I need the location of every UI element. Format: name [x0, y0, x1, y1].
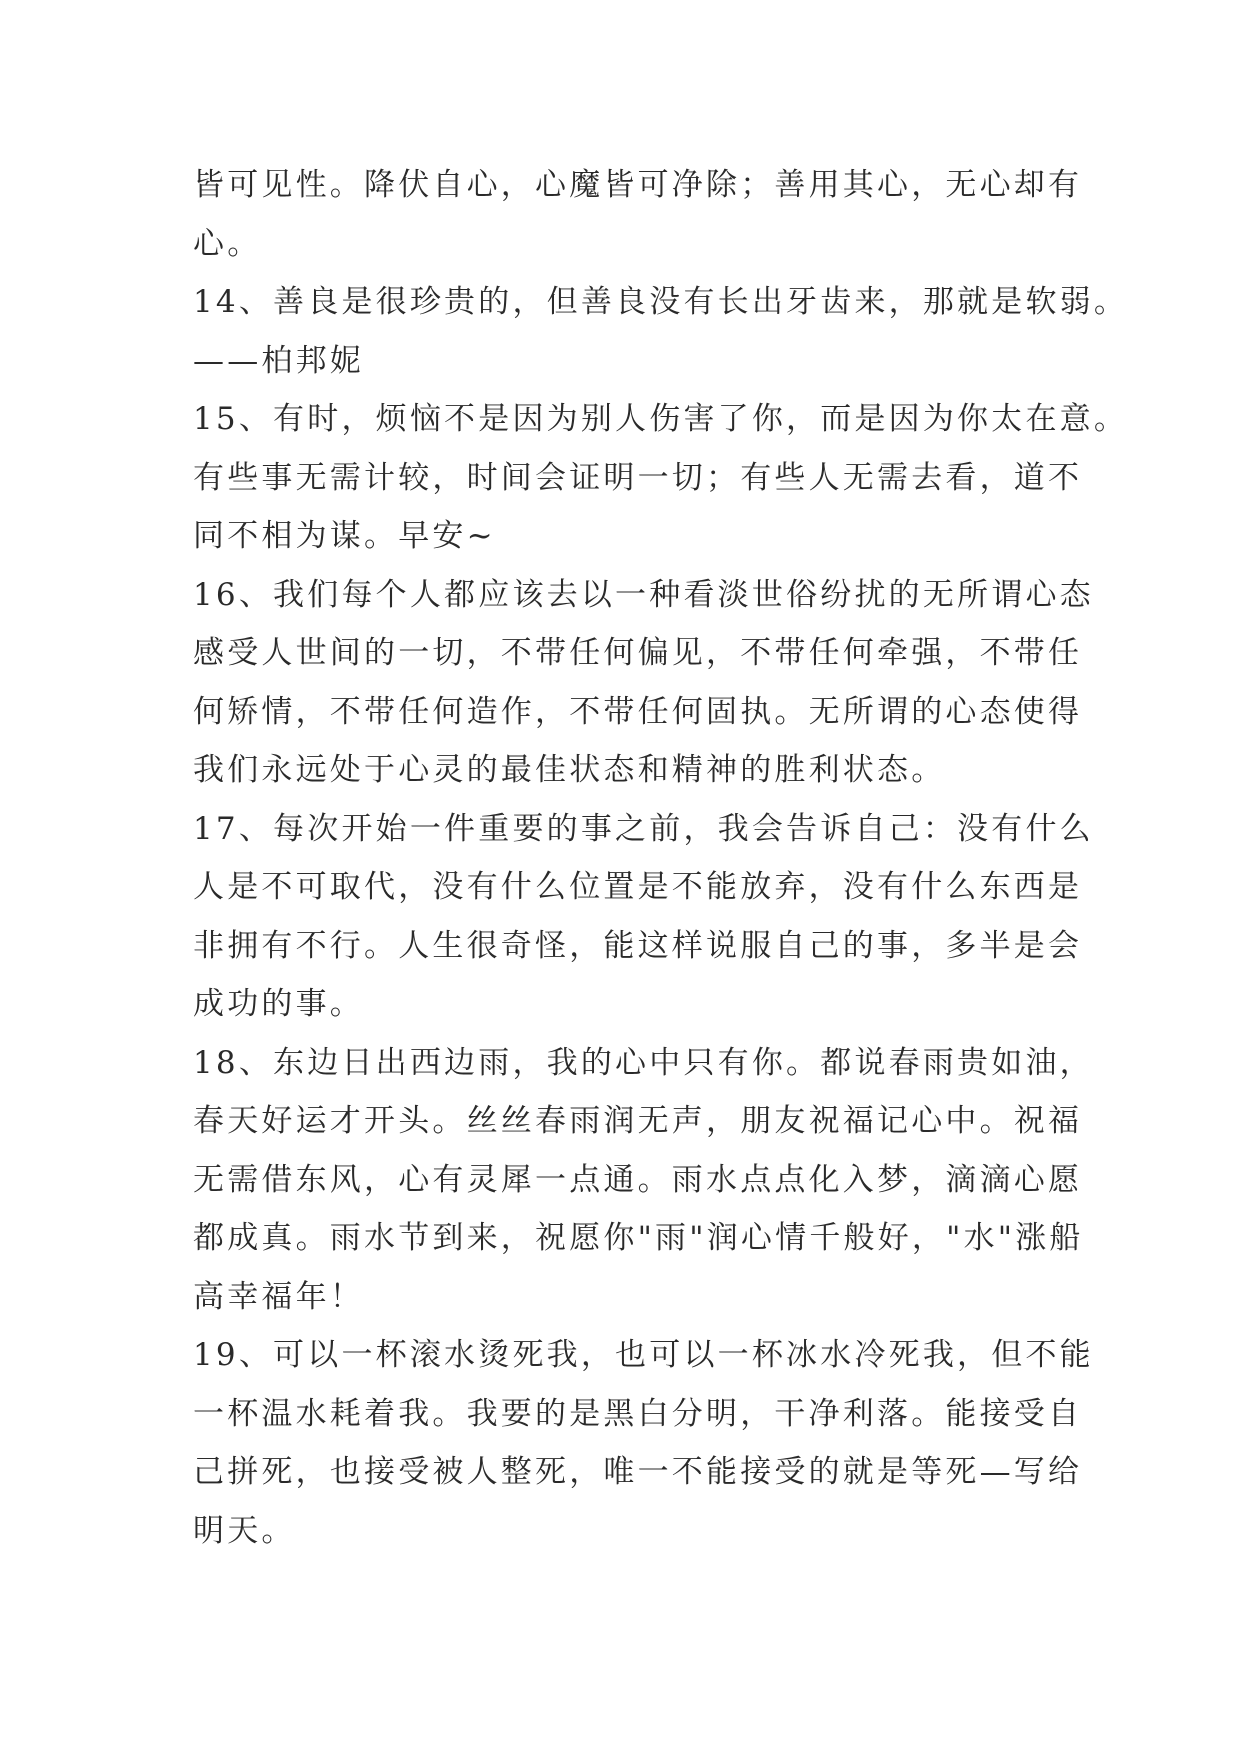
text-line: 己拼死，也接受被人整死，唯一不能接受的就是等死—写给: [193, 1454, 1083, 1490]
text-line: 19、可以一杯滚水烫死我，也可以一杯冰水冷死我，但不能: [193, 1337, 1094, 1373]
text-line: 无需借东风，心有灵犀一点通。雨水点点化入梦，滴滴心愿: [193, 1161, 1083, 1198]
text-line: 皆可见性。降伏自心，心魔皆可净除；善用其心，无心却有: [193, 167, 1083, 203]
text-line: 有些事无需计较，时间会证明一切；有些人无需去看，道不: [193, 459, 1083, 496]
text-line: 何矫情，不带任何造作，不带任何固执。无所谓的心态使得: [193, 693, 1083, 730]
text-line: 高幸福年！: [193, 1278, 364, 1315]
document-body: [193, 156, 1129, 1560]
text-line: 一杯温水耗着我。我要的是黑白分明，干净利落。能接受自: [193, 1395, 1083, 1432]
text-line: 17、每次开始一件重要的事之前，我会告诉自己：没有什么: [193, 810, 1094, 847]
text-line: 我们永远处于心灵的最佳状态和精神的胜利状态。: [193, 752, 946, 788]
text-line: 感受人世间的一切，不带任何偏见，不带任何牵强，不带任: [193, 635, 1083, 671]
text-line: 都成真。雨水节到来，祝愿你"雨"润心情千般好，"水"涨船: [193, 1220, 1084, 1256]
text-line: 明天。: [193, 1512, 296, 1549]
text-line: 心。: [193, 225, 262, 262]
text-line: 人是不可取代，没有什么位置是不能放弃，没有什么东西是: [193, 869, 1083, 905]
text-line: ——柏邦妮: [193, 342, 364, 379]
text-line: 14、善良是很珍贵的，但善良没有长出牙齿来，那就是软弱。: [193, 284, 1129, 320]
text-line: 15、有时，烦恼不是因为别人伤害了你，而是因为你太在意。: [193, 401, 1129, 437]
text-line: 同不相为谋。早安~: [193, 518, 496, 554]
text-line: 成功的事。: [193, 986, 364, 1022]
text-line: 春天好运才开头。丝丝春雨润无声，朋友祝福记心中。祝福: [193, 1103, 1083, 1139]
text-line: 18、东边日出西边雨，我的心中只有你。都说春雨贵如油，: [193, 1044, 1094, 1081]
text-line: 非拥有不行。人生很奇怪，能这样说服自己的事，多半是会: [193, 927, 1083, 964]
text-line: 16、我们每个人都应该去以一种看淡世俗纷扰的无所谓心态: [193, 576, 1094, 613]
